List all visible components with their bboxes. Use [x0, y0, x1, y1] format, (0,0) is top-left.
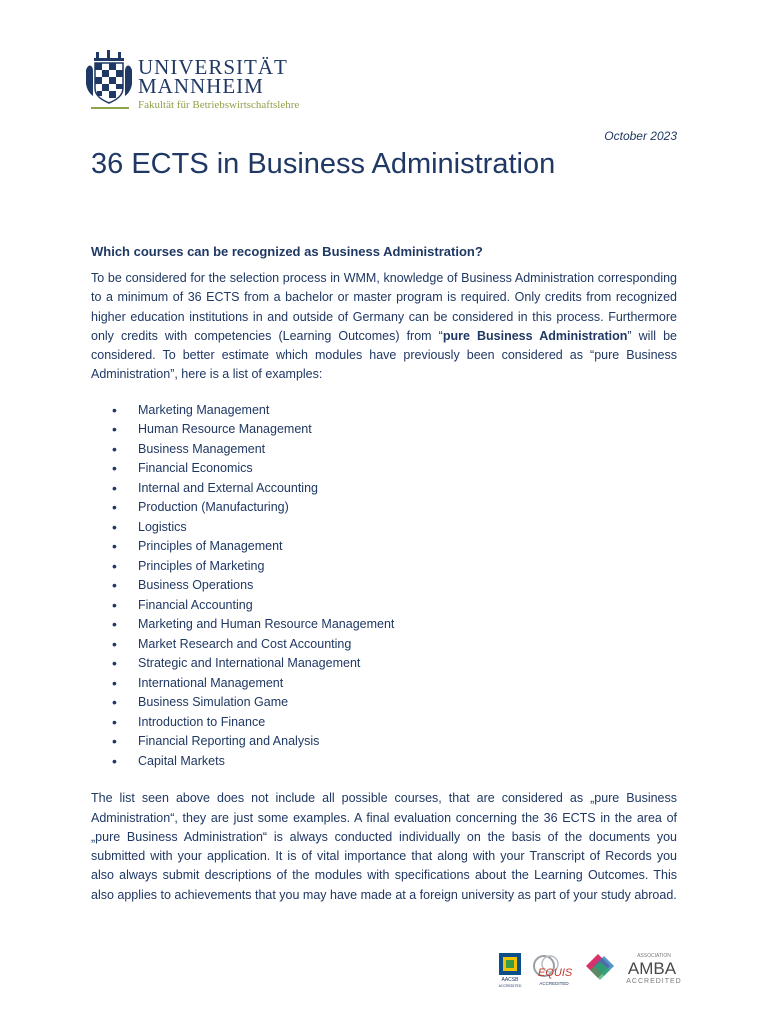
- list-item: • Introduction to Finance: [91, 713, 677, 733]
- closing-paragraph: The list seen above does not include all possible courses, that are considered as „pure Business Administration“, they are just some examples. A final evaluation concerning the 36 ECTS in the area of „pure Business Administration“ is always conducted individually on the basis of the documents you submitted with your application. It is of vital importance that along with your Transcript of Records you also always submit descriptions of the modules with specifications about the Learning Outcomes. This also applies to achievements that you may have made at a foreign university as part of your study abroad.: [91, 791, 677, 902]
- equis-label: EQUIS: [538, 967, 573, 979]
- page-title: 36 ECTS in Business Administration: [91, 148, 556, 180]
- list-item: • Business Simulation Game: [91, 693, 677, 713]
- list-item: • Production (Manufacturing): [91, 498, 677, 518]
- list-item: • Marketing Management: [91, 401, 677, 421]
- course-list: [91, 401, 677, 772]
- intro-text-bold: pure Business Administration: [442, 328, 628, 343]
- section-heading: Which courses can be recognized as Business Administration?: [91, 244, 483, 259]
- list-item: • International Management: [91, 674, 677, 694]
- amba-logo-icon: [584, 950, 688, 988]
- intro-paragraph: [91, 269, 677, 385]
- logo-underline: [91, 107, 129, 109]
- logo-line-universitaet: UNIVERSITÄT: [138, 55, 288, 79]
- document-date: October 2023: [604, 129, 677, 143]
- logo-line-mannheim: MANNHEIM: [138, 74, 264, 98]
- university-logo: [82, 48, 342, 114]
- list-item: • Marketing and Human Resource Management: [91, 615, 677, 635]
- shield-icon: [84, 50, 134, 110]
- intro-text-part2: ” will be considered. To better estimate which modules have previously been considered as “pure Business Administration”, here is a list of examples:: [91, 328, 678, 382]
- document-body: [91, 244, 677, 905]
- list-item: • Financial Economics: [91, 459, 677, 479]
- list-item: • Capital Markets: [91, 752, 677, 772]
- list-item: • Business Operations: [91, 576, 677, 596]
- list-item: • Financial Accounting: [91, 596, 677, 616]
- list-item: • Principles of Management: [91, 537, 677, 557]
- intro-text-part1: To be considered for the selection process in WMM, knowledge of Business Administration corresponding to a minimum of 36 ECTS from a bachelor or master program is required. Only credits from recognized higher education institutions in and outside of Germany can be considered in this process. Furthermore only credits with competencies (Learning Outcomes) from “: [91, 271, 677, 343]
- amba-top-label: ASSOCIATION: [637, 953, 671, 959]
- list-item: • Financial Reporting and Analysis: [91, 732, 677, 752]
- list-item: • Business Management: [91, 440, 677, 460]
- accreditation-logos: [498, 950, 688, 990]
- logo-text: [138, 55, 288, 98]
- amba-sub-label: ACCREDITED: [626, 978, 682, 985]
- list-item: • Strategic and International Management: [91, 654, 677, 674]
- aacsb-label: AACSB: [501, 977, 519, 983]
- aacsb-sub-label: ACCREDITED: [498, 984, 522, 988]
- list-item: • Internal and External Accounting: [91, 479, 677, 499]
- equis-sub-label: ACCREDITED: [539, 981, 569, 986]
- faculty-name: Fakultät für Betriebswirtschaftslehre: [138, 99, 300, 111]
- list-item: • Human Resource Management: [91, 420, 677, 440]
- list-item: • Logistics: [91, 518, 677, 538]
- amba-label: AMBA: [627, 959, 677, 978]
- aacsb-logo-icon: [498, 952, 524, 988]
- list-item: • Principles of Marketing: [91, 557, 677, 577]
- list-item: • Market Research and Cost Accounting: [91, 635, 677, 655]
- equis-logo-icon: [530, 952, 582, 988]
